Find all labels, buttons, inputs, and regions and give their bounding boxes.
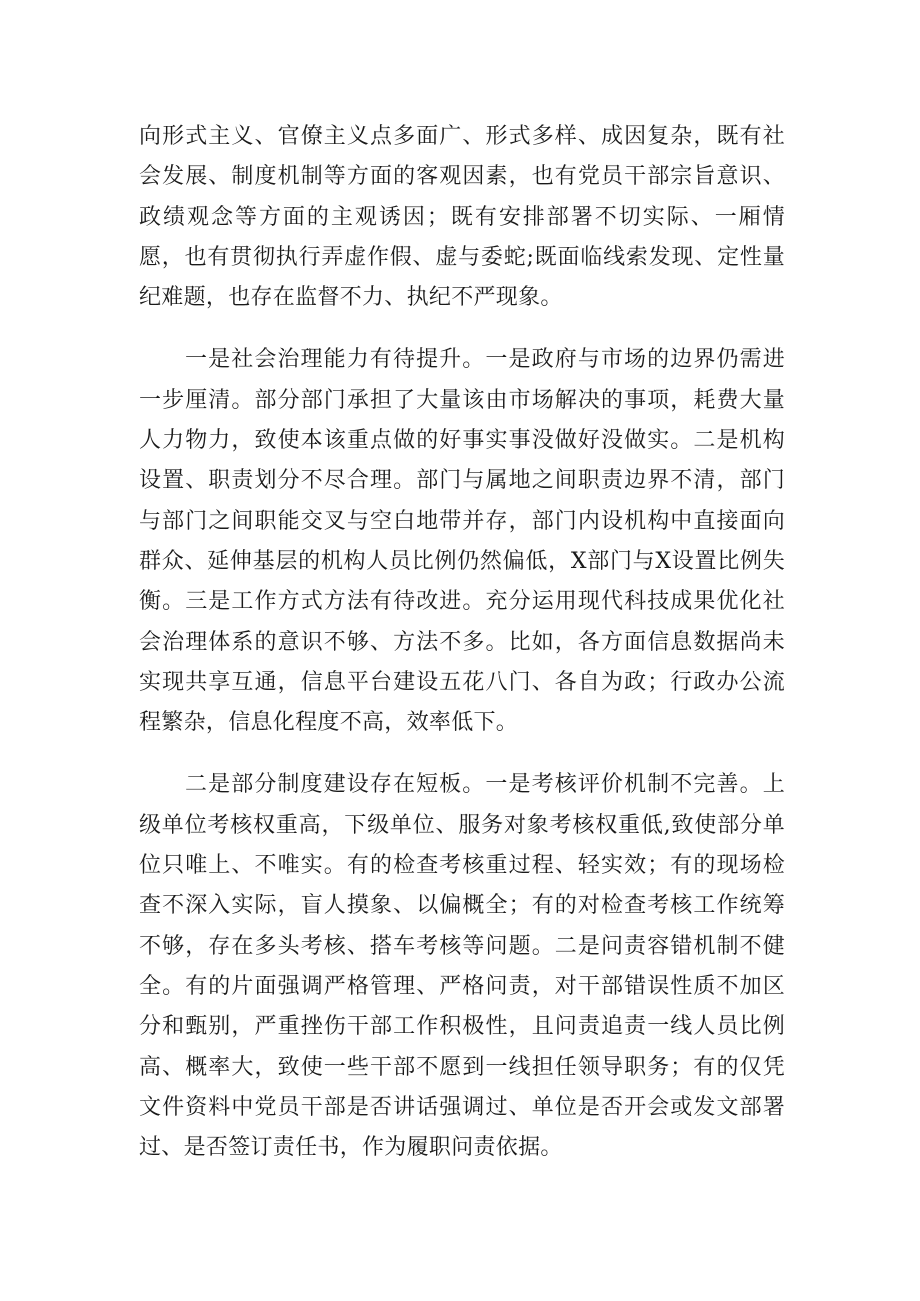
- document-body: [139, 117, 785, 1190]
- paragraph-2: 一是社会治理能力有待提升。一是政府与市场的边界仍需进一步厘清。部分部门承担了大量该由市场解决的事项，耗费大量人力物力，致使本该重点做的好事实事没做好没做实。二是机构设置、职责划分不尽合理。部门与属地之间职责边界不清，部门与部门之间职能交叉与空白地带并存，部门内设机构中直接面向群众、延伸基层的机构人员比例仍然偏低，X部门与X设置比例失衡。三是工作方式方法有待改进。充分运用现代科技成果优化社会治理体系的意识不够、方法不多。比如，各方面信息数据尚未实现共享互通，信息平台建设五花八门、各自为政；行政办公流程繁杂，信息化程度不高，效率低下。: [139, 347, 785, 736]
- paragraph-3: 二是部分制度建设存在短板。一是考核评价机制不完善。上级单位考核权重高，下级单位、服务对象考核权重低,致使部分单位只唯上、不唯实。有的检查考核重过程、轻实效；有的现场检查不深入实际，盲人摸象、以偏概全；有的对检查考核工作统筹不够，存在多头考核、搭车考核等问题。二是问责容错机制不健全。有的片面强调严格管理、严格问责，对干部错误性质不加区分和甄别，严重挫伤干部工作积极性，且问责追责一线人员比例高、概率大，致使一些干部不愿到一线担任领导职务；有的仅凭文件资料中党员干部是否讲话强调过、单位是否开会或发文部署过、是否签订责任书，作为履职问责依据。: [139, 772, 785, 1161]
- paragraph-1: 向形式主义、官僚主义点多面广、形式多样、成因复杂，既有社会发展、制度机制等方面的客观因素，也有党员干部宗旨意识、政绩观念等方面的主观诱因；既有安排部署不切实际、一厢情愿，也有贯彻执行弄虚作假、虚与委蛇;既面临线索发现、定性量纪难题，也存在监督不力、执纪不严现象。: [139, 124, 785, 311]
